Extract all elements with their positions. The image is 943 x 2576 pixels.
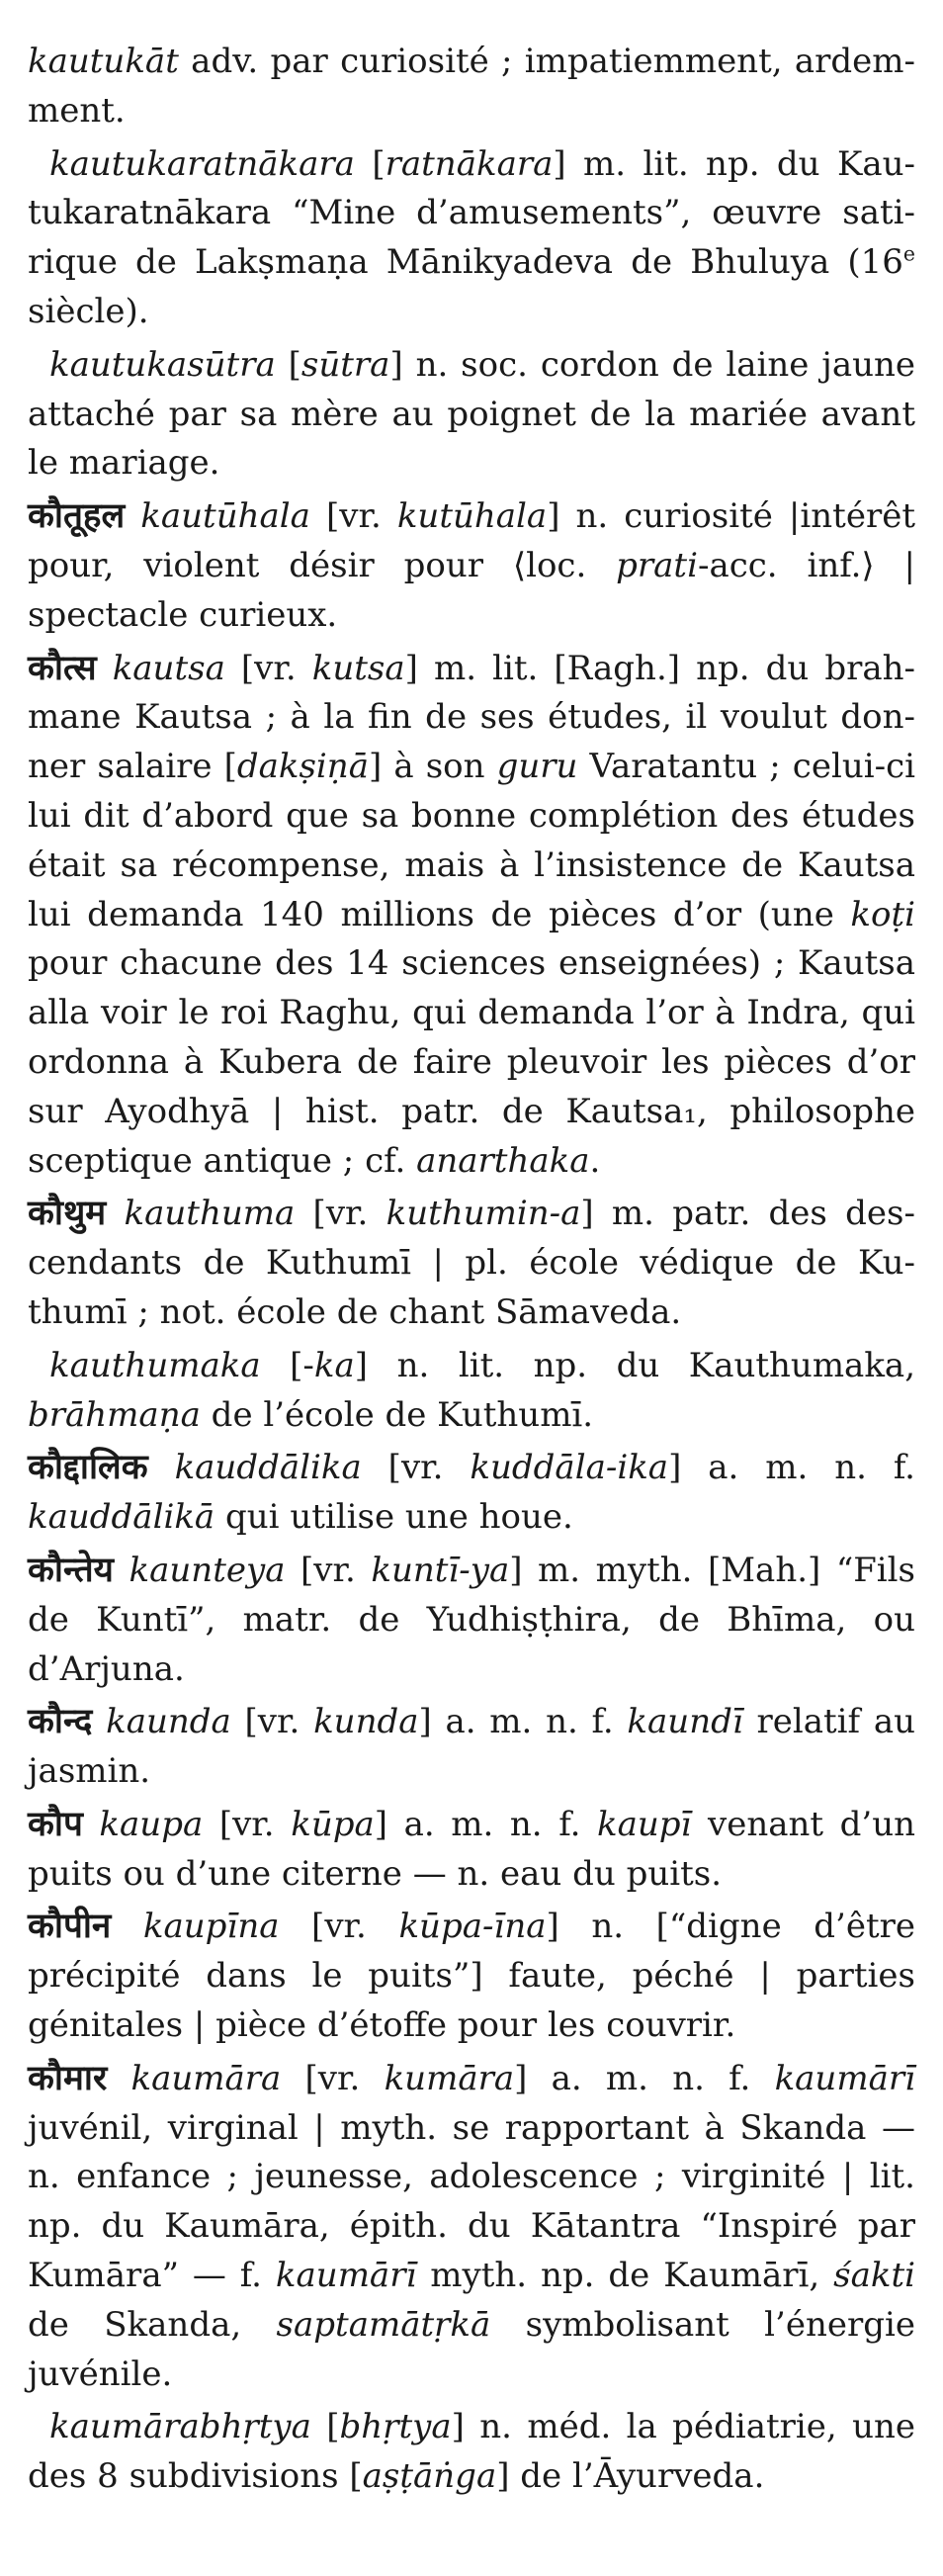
italic-term: kaumārabhṛtya: [49, 2407, 311, 2447]
entry-text: juvénil, virginal | myth. se rapportant à Skanda — n. enfance ; jeunesse, adolescence ; virginité | lit. np. du Kaumāra, épith. du Kātantra “Inspiré par Kumāra” — f.: [28, 2107, 915, 2296]
italic-term: kūpa: [291, 1804, 375, 1844]
dictionary-entry-kauddalika: [28, 1444, 915, 1543]
italic-term: guru: [496, 747, 578, 787]
entry-text: [148, 1448, 175, 1487]
italic-term: kautūhala: [140, 496, 310, 537]
italic-term: kutsa: [311, 648, 405, 688]
italic-term: anarthaka: [416, 1140, 590, 1181]
entry-text: [97, 649, 113, 688]
entry-text: [107, 2059, 130, 2098]
italic-term: aṣṭāṅga: [362, 2456, 497, 2497]
entry-text: [83, 1805, 100, 1844]
entry-text: [vr.: [230, 1702, 314, 1742]
entry-text: ] de l’Āyurveda.: [496, 2456, 765, 2497]
entry-text: ] a. m. n. f.: [514, 2058, 775, 2098]
entry-text: ] n. soc. cordon de laine jaune attaché par sa mère au poignet de la mariée avant le mariage.: [28, 344, 915, 484]
entry-text: [vr.: [309, 496, 397, 537]
entry-text: ] a. m. n. f.: [374, 1804, 597, 1844]
devanagari-headword: कौन्तेय: [28, 1550, 114, 1590]
entry-text: venant d’un puits ou d’une citerne — n. eau du puits.: [28, 1804, 916, 1894]
italic-term: kaundī: [627, 1702, 743, 1742]
entry-text: ] n. lit. np. du Kauthumaka,: [354, 1345, 916, 1385]
entry-text: [vr.: [361, 1448, 471, 1488]
italic-term: bhṛtya: [339, 2407, 452, 2447]
entry-text: [106, 1194, 124, 1233]
entry-text: ] n. méd. la pédiatrie, une des 8 subdivisions [: [28, 2407, 915, 2497]
italic-term: kaumāra: [130, 2058, 282, 2098]
entry-text: ] à son: [368, 747, 497, 787]
italic-term: kuthumin-a: [386, 1194, 581, 1234]
dictionary-entry-kaumara: [28, 2055, 915, 2400]
entry-text: [vr.: [281, 2058, 385, 2098]
entry-text: myth. np. de Kaumārī,: [416, 2256, 834, 2296]
devanagari-headword: कौतूहल: [28, 496, 126, 537]
entry-text: qui utilise une houe.: [214, 1497, 573, 1538]
devanagari-headword: कौप: [28, 1804, 83, 1844]
italic-term: kauddālika: [174, 1448, 362, 1488]
entry-text: -acc. inf.⟩ | spectacle curieux.: [28, 545, 915, 635]
italic-term: koṭi: [850, 894, 915, 934]
entry-text: ] m. myth. [Mah.] “Fils de Kuntī”, matr. de Yudhiṣṭhira, de Bhīma, ou d’Arjuna.: [28, 1550, 915, 1689]
entry-text: .: [589, 1140, 601, 1181]
italic-term: kaupīna: [142, 1907, 280, 1947]
entry-text: [92, 1702, 106, 1741]
italic-term: kaunteya: [129, 1550, 286, 1590]
italic-term: kautukāt: [28, 42, 179, 81]
dictionary-entry-kaunteya: [28, 1547, 915, 1694]
italic-term: kūpa-īna: [398, 1907, 547, 1947]
entry-text: [vr.: [295, 1194, 386, 1234]
entry-text: [vr.: [203, 1804, 292, 1844]
italic-term: saptamātṛkā: [276, 2304, 491, 2345]
entry-text: relatif au jasmin.: [28, 1702, 915, 1792]
devanagari-headword: कौपीन: [28, 1907, 112, 1947]
italic-term: kaumārī: [774, 2058, 915, 2098]
entry-text: de Skanda,: [28, 2304, 277, 2345]
devanagari-headword: कौमार: [28, 2058, 108, 2098]
entry-text: de l’école de Kuthumī.: [200, 1394, 594, 1435]
dictionary-entry-kautukat: [28, 38, 915, 136]
entry-text: [-: [260, 1345, 314, 1385]
entry-text: pour chacune des 14 sciences enseignées) ; Kautsa alla voir le roi Raghu, qui demanda l’or à Indra, qui ordonna à Kubera de faire pleuvoir les pièces d’or sur Ayodhyā | hist. patr. de Kautsa₁, philosophe sceptique antique ; cf.: [28, 943, 915, 1181]
italic-term: ka: [313, 1345, 355, 1385]
entry-text: [vr.: [279, 1907, 399, 1947]
entry-text: [: [354, 143, 386, 184]
entry-text: ] n. curiosité |intérêt pour, violent désir pour ⟨loc.: [28, 496, 915, 585]
italic-term: kautukaratnākara: [49, 143, 355, 184]
italic-term: brāhmaṇa: [28, 1394, 201, 1435]
italic-term: kaumārī: [275, 2256, 417, 2296]
entry-text: ] m. lit. np. du Kau-tukaratnākara “Mine d’amusements”, œuvre sati-rique de Lakṣmaṇa Mānikyadeva de Bhuluya (16: [28, 143, 915, 283]
devanagari-headword: कौद्दालिक: [28, 1448, 148, 1488]
dictionary-entry-kaunda: [28, 1698, 915, 1797]
italic-term: śakti: [833, 2256, 915, 2296]
italic-term: kauddālikā: [28, 1497, 215, 1538]
dictionary-entry-kautsa: [28, 645, 915, 1187]
entry-text: adv. par curiosité ; impatiemment, ardem-ment.: [28, 42, 915, 131]
italic-term: kauthumaka: [49, 1345, 261, 1385]
italic-term: kutūhala: [396, 496, 548, 537]
dictionary-entry-kaupa: [28, 1801, 915, 1900]
entry-text: ] n. [“digne d’être précipité dans le puits”] faute, péché | parties génitales | pièce d’étoffe pour les couvrir.: [28, 1907, 915, 2046]
italic-term: kautsa: [112, 648, 225, 688]
italic-term: kumāra: [384, 2058, 515, 2098]
dictionary-page: [28, 38, 915, 2506]
dictionary-entry-kauthumaka: [28, 1342, 915, 1441]
dictionary-entry-kautuhala: [28, 492, 915, 640]
italic-term: ratnākara: [385, 143, 554, 184]
entry-text: ] a. m. n. f.: [668, 1448, 915, 1488]
dictionary-entry-kaupina: [28, 1903, 915, 2050]
entry-text: siècle).: [28, 291, 149, 331]
entry-text: [: [310, 2407, 340, 2447]
italic-term: sūtra: [300, 344, 390, 385]
entry-text: [114, 1551, 129, 1590]
italic-term: kauthuma: [124, 1194, 296, 1234]
superscript: e: [902, 241, 915, 266]
entry-text: [vr.: [224, 648, 312, 688]
entry-text: [vr.: [285, 1550, 372, 1590]
italic-term: prati: [616, 545, 698, 585]
italic-term: kautukasūtra: [49, 344, 276, 385]
dictionary-entry-kautukasutra: [28, 341, 915, 489]
italic-term: dakṣiṇā: [236, 747, 369, 787]
italic-term: kaunda: [106, 1702, 231, 1742]
entry-text: [111, 1907, 143, 1946]
entry-text: [125, 496, 140, 536]
entry-text: Varatantu ; celui-ci lui dit d’abord que sa bonne complétion des études était sa récompense, mais à l’insistence de Kautsa lui demanda 140 millions de pièces d’or (une: [28, 747, 916, 934]
italic-term: kuntī-ya: [371, 1550, 510, 1590]
devanagari-headword: कौन्द: [28, 1702, 93, 1742]
dictionary-entry-kauthuma: [28, 1190, 915, 1337]
entry-text: symbolisant l’énergie juvénile.: [28, 2304, 916, 2394]
entry-text: [: [275, 344, 301, 385]
italic-term: kaupa: [99, 1804, 204, 1844]
devanagari-headword: कौत्स: [28, 648, 97, 688]
italic-term: kunda: [313, 1702, 419, 1742]
entry-text: ] m. lit. [Ragh.] np. du brah-mane Kautsa ; à la fin de ses études, il voulut don-ner salaire [: [28, 648, 915, 787]
entry-text: ] a. m. n. f.: [418, 1702, 628, 1742]
italic-term: kaupī: [596, 1804, 692, 1844]
devanagari-headword: कौथुम: [28, 1194, 107, 1234]
dictionary-entry-kaumarabhrtya: [28, 2403, 915, 2502]
italic-term: kuddāla-ika: [470, 1448, 669, 1488]
entry-text: ] m. patr. des des-cendants de Kuthumī | pl. école védique de Ku-thumī ; not. école de chant Sāmaveda.: [28, 1194, 915, 1332]
dictionary-entry-kautukaratnakara: [28, 140, 915, 337]
